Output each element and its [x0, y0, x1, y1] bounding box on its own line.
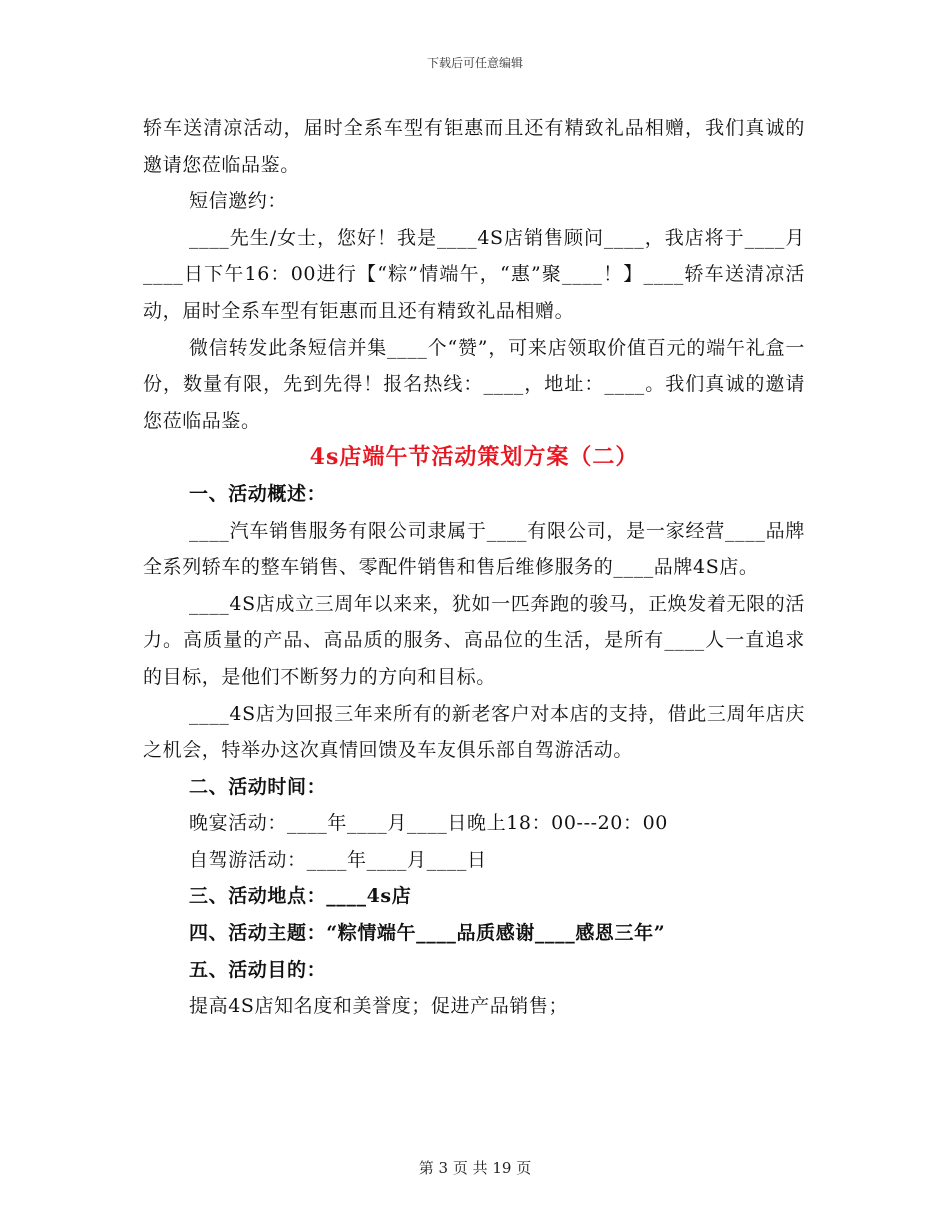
- purpose-text: 提高4S店知名度和美誉度；促进产品销售；: [189, 995, 569, 1018]
- sms-invite-text: ____先生/女士，您好！我是____4S店销售顾问____，我店将于____月____日下午16：00进行【“粽”情端午，“惠”聚____！】____轿车送清凉活动，届时全系车型有钜惠而且还有精致礼品相赠。: [143, 226, 805, 322]
- page-footer: 第 3 页 共 19 页: [418, 1159, 532, 1177]
- overview-paragraph-1: ____汽车销售服务有限公司隶属于____有限公司，是一家经营____品牌全系列轿车的整车销售、零配件销售和售后维修服务的____品牌4S店。: [143, 519, 805, 579]
- heading-time: 二、活动时间：: [189, 775, 327, 798]
- wechat-forward-text: 微信转发此条短信并集____个“赞”，可来店领取价值百元的端午礼盒一份，数量有限，先到先得！报名热线：____，地址：____。我们真诚的邀请您莅临品鉴。: [143, 336, 805, 432]
- overview-paragraph-2: ____4S店成立三周年以来来，犹如一匹奔跑的骏马，正焕发着无限的活力。高质量的产品、高品质的服务、高品位的生活，是所有____人一直追求的目标，是他们不断努力的方向和目标。: [143, 592, 805, 688]
- document-body: [143, 110, 805, 1025]
- heading-overview: 一、活动概述：: [189, 482, 327, 505]
- heading-theme: 四、活动主题：“粽情端午____品质感谢____感恩三年”: [189, 922, 666, 945]
- overview-paragraph-3: ____4S店为回报三年来所有的新老客户对本店的支持，借此三周年店庆之机会，特举办这次真情回馈及车友俱乐部自驾游活动。: [143, 702, 805, 762]
- paragraph-continuation: 轿车送清凉活动，届时全系车型有钜惠而且还有精致礼品相赠，我们真诚的邀请您莅临品鉴。: [143, 117, 805, 176]
- sms-invite-label: 短信邀约：: [189, 190, 288, 213]
- time-selfdrive: 自驾游活动：____年____月____日: [189, 848, 487, 871]
- section-title: 4s店端午节活动策划方案（二）: [309, 444, 639, 471]
- page-header: 下载后可任意编辑: [426, 56, 523, 70]
- heading-location: 三、活动地点：____4s店: [189, 885, 412, 908]
- heading-purpose: 五、活动目的：: [189, 958, 327, 981]
- time-banquet: 晚宴活动：____年____月____日晚上18：00---20：00: [189, 812, 668, 835]
